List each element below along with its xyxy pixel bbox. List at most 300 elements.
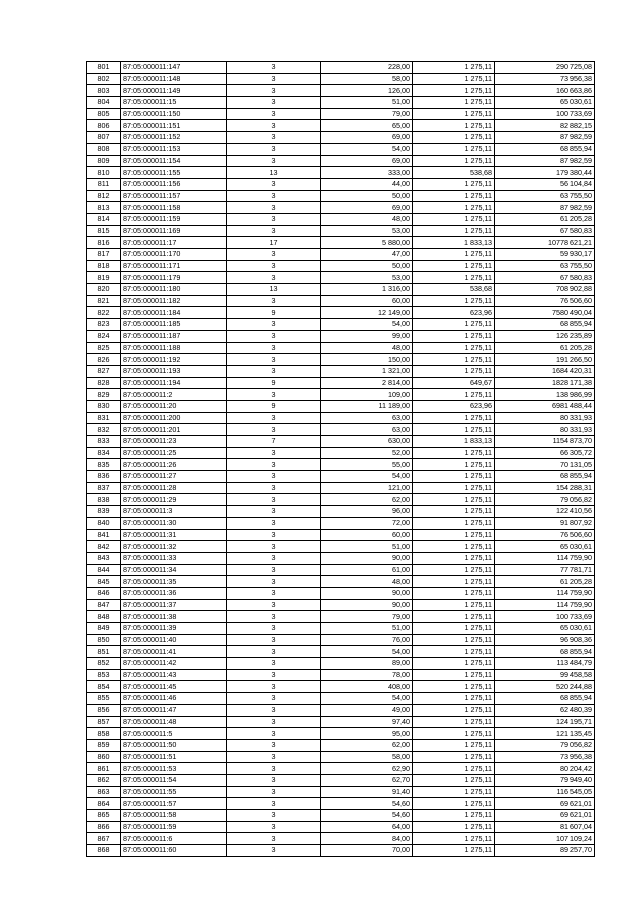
table-row xyxy=(87,108,595,120)
cadastral-value-cell: 68 855,94 xyxy=(495,319,595,331)
cadastral-number-cell: 87:05:000011:151 xyxy=(121,120,227,132)
cadastral-value-cell: 62 480,39 xyxy=(495,704,595,716)
row-number-cell: 811 xyxy=(87,178,121,190)
unit-price-cell: 1 275,11 xyxy=(413,120,495,132)
cadastral-value-cell: 124 195,71 xyxy=(495,716,595,728)
type-code-cell: 3 xyxy=(227,272,321,284)
type-code-cell: 3 xyxy=(227,798,321,810)
cadastral-value-cell: 77 781,71 xyxy=(495,564,595,576)
area-value-cell: 5 880,00 xyxy=(321,237,413,249)
cadastral-value-cell: 56 104,84 xyxy=(495,178,595,190)
cadastral-number-cell: 87:05:000011:48 xyxy=(121,716,227,728)
table-row xyxy=(87,237,595,249)
cadastral-number-cell: 87:05:000011:33 xyxy=(121,552,227,564)
table-row xyxy=(87,833,595,845)
row-number-cell: 839 xyxy=(87,506,121,518)
cadastral-value-cell: 69 621,01 xyxy=(495,810,595,822)
unit-price-cell: 1 275,11 xyxy=(413,354,495,366)
table-row xyxy=(87,728,595,740)
cadastral-value-cell: 65 030,61 xyxy=(495,623,595,635)
cadastral-value-cell: 122 410,56 xyxy=(495,506,595,518)
type-code-cell: 9 xyxy=(227,307,321,319)
row-number-cell: 809 xyxy=(87,155,121,167)
table-row xyxy=(87,587,595,599)
area-value-cell: 48,00 xyxy=(321,342,413,354)
area-value-cell: 95,00 xyxy=(321,728,413,740)
area-value-cell: 53,00 xyxy=(321,272,413,284)
cadastral-number-cell: 87:05:000011:185 xyxy=(121,319,227,331)
area-value-cell: 121,00 xyxy=(321,482,413,494)
cadastral-value-cell: 116 545,05 xyxy=(495,786,595,798)
area-value-cell: 50,00 xyxy=(321,260,413,272)
row-number-cell: 829 xyxy=(87,389,121,401)
table-row xyxy=(87,295,595,307)
type-code-cell: 3 xyxy=(227,330,321,342)
type-code-cell: 13 xyxy=(227,167,321,179)
area-value-cell: 89,00 xyxy=(321,658,413,670)
area-value-cell: 48,00 xyxy=(321,213,413,225)
row-number-cell: 823 xyxy=(87,319,121,331)
unit-price-cell: 1 275,11 xyxy=(413,85,495,97)
table-row xyxy=(87,634,595,646)
cadastral-number-cell: 87:05:000011:43 xyxy=(121,669,227,681)
table-row xyxy=(87,412,595,424)
row-number-cell: 808 xyxy=(87,143,121,155)
cadastral-value-cell: 80 331,93 xyxy=(495,412,595,424)
cadastral-number-cell: 87:05:000011:36 xyxy=(121,587,227,599)
unit-price-cell: 623,96 xyxy=(413,307,495,319)
type-code-cell: 3 xyxy=(227,424,321,436)
cadastral-number-cell: 87:05:000011:2 xyxy=(121,389,227,401)
table-row xyxy=(87,810,595,822)
unit-price-cell: 1 275,11 xyxy=(413,97,495,109)
type-code-cell: 3 xyxy=(227,611,321,623)
table-row xyxy=(87,704,595,716)
cadastral-number-cell: 87:05:000011:28 xyxy=(121,482,227,494)
area-value-cell: 228,00 xyxy=(321,62,413,74)
type-code-cell: 3 xyxy=(227,728,321,740)
cadastral-value-cell: 154 288,31 xyxy=(495,482,595,494)
row-number-cell: 842 xyxy=(87,541,121,553)
cadastral-value-cell: 66 305,72 xyxy=(495,447,595,459)
area-value-cell: 90,00 xyxy=(321,599,413,611)
type-code-cell: 3 xyxy=(227,73,321,85)
row-number-cell: 865 xyxy=(87,810,121,822)
cadastral-value-cell: 520 244,88 xyxy=(495,681,595,693)
table-row xyxy=(87,576,595,588)
table-row xyxy=(87,669,595,681)
cadastral-value-cell: 1828 171,38 xyxy=(495,377,595,389)
unit-price-cell: 1 833,13 xyxy=(413,436,495,448)
cadastral-number-cell: 87:05:000011:50 xyxy=(121,739,227,751)
cadastral-value-cell: 79 949,40 xyxy=(495,774,595,786)
row-number-cell: 866 xyxy=(87,821,121,833)
row-number-cell: 812 xyxy=(87,190,121,202)
row-number-cell: 853 xyxy=(87,669,121,681)
area-value-cell: 53,00 xyxy=(321,225,413,237)
area-value-cell: 79,00 xyxy=(321,611,413,623)
unit-price-cell: 1 275,11 xyxy=(413,73,495,85)
cadastral-number-cell: 87:05:000011:179 xyxy=(121,272,227,284)
table-row xyxy=(87,307,595,319)
row-number-cell: 836 xyxy=(87,471,121,483)
row-number-cell: 844 xyxy=(87,564,121,576)
table-row xyxy=(87,658,595,670)
type-code-cell: 17 xyxy=(227,237,321,249)
type-code-cell: 3 xyxy=(227,85,321,97)
cadastral-value-cell: 87 982,59 xyxy=(495,155,595,167)
row-number-cell: 828 xyxy=(87,377,121,389)
type-code-cell: 3 xyxy=(227,704,321,716)
unit-price-cell: 1 275,11 xyxy=(413,576,495,588)
area-value-cell: 78,00 xyxy=(321,669,413,681)
type-code-cell: 3 xyxy=(227,564,321,576)
cadastral-number-cell: 87:05:000011:46 xyxy=(121,693,227,705)
cadastral-number-cell: 87:05:000011:155 xyxy=(121,167,227,179)
cadastral-value-cell: 61 205,28 xyxy=(495,213,595,225)
table-row xyxy=(87,389,595,401)
cadastral-value-cell: 67 580,83 xyxy=(495,225,595,237)
cadastral-number-cell: 87:05:000011:55 xyxy=(121,786,227,798)
area-value-cell: 84,00 xyxy=(321,833,413,845)
table-row xyxy=(87,436,595,448)
table-body xyxy=(87,62,595,857)
type-code-cell: 3 xyxy=(227,120,321,132)
cadastral-number-cell: 87:05:000011:42 xyxy=(121,658,227,670)
table-row xyxy=(87,213,595,225)
area-value-cell: 44,00 xyxy=(321,178,413,190)
cadastral-number-cell: 87:05:000011:188 xyxy=(121,342,227,354)
cadastral-number-cell: 87:05:000011:5 xyxy=(121,728,227,740)
cadastral-value-cell: 61 205,28 xyxy=(495,342,595,354)
unit-price-cell: 1 275,11 xyxy=(413,424,495,436)
area-value-cell: 48,00 xyxy=(321,576,413,588)
cadastral-value-cell: 79 056,82 xyxy=(495,739,595,751)
type-code-cell: 3 xyxy=(227,471,321,483)
unit-price-cell: 1 275,11 xyxy=(413,260,495,272)
cadastral-number-cell: 87:05:000011:170 xyxy=(121,249,227,261)
area-value-cell: 69,00 xyxy=(321,132,413,144)
unit-price-cell: 1 275,11 xyxy=(413,225,495,237)
area-value-cell: 79,00 xyxy=(321,108,413,120)
cadastral-number-cell: 87:05:000011:53 xyxy=(121,763,227,775)
unit-price-cell: 1 275,11 xyxy=(413,681,495,693)
row-number-cell: 817 xyxy=(87,249,121,261)
cadastral-number-cell: 87:05:000011:25 xyxy=(121,447,227,459)
type-code-cell: 3 xyxy=(227,389,321,401)
unit-price-cell: 1 833,13 xyxy=(413,237,495,249)
cadastral-value-cell: 61 205,28 xyxy=(495,576,595,588)
row-number-cell: 801 xyxy=(87,62,121,74)
cadastral-number-cell: 87:05:000011:6 xyxy=(121,833,227,845)
area-value-cell: 90,00 xyxy=(321,552,413,564)
area-value-cell: 76,00 xyxy=(321,634,413,646)
cadastral-number-cell: 87:05:000011:54 xyxy=(121,774,227,786)
cadastral-number-cell: 87:05:000011:152 xyxy=(121,132,227,144)
area-value-cell: 58,00 xyxy=(321,73,413,85)
table-row xyxy=(87,260,595,272)
type-code-cell: 3 xyxy=(227,646,321,658)
table-row xyxy=(87,739,595,751)
type-code-cell: 3 xyxy=(227,541,321,553)
cadastral-value-cell: 114 759,90 xyxy=(495,587,595,599)
type-code-cell: 3 xyxy=(227,132,321,144)
table-row xyxy=(87,693,595,705)
row-number-cell: 863 xyxy=(87,786,121,798)
area-value-cell: 12 149,00 xyxy=(321,307,413,319)
cadastral-value-cell: 87 982,59 xyxy=(495,132,595,144)
area-value-cell: 62,90 xyxy=(321,763,413,775)
row-number-cell: 831 xyxy=(87,412,121,424)
type-code-cell: 3 xyxy=(227,810,321,822)
row-number-cell: 847 xyxy=(87,599,121,611)
unit-price-cell: 1 275,11 xyxy=(413,833,495,845)
unit-price-cell: 1 275,11 xyxy=(413,541,495,553)
unit-price-cell: 1 275,11 xyxy=(413,611,495,623)
area-value-cell: 90,00 xyxy=(321,587,413,599)
area-value-cell: 97,40 xyxy=(321,716,413,728)
type-code-cell: 7 xyxy=(227,436,321,448)
cadastral-value-cell: 63 755,50 xyxy=(495,260,595,272)
cadastral-number-cell: 87:05:000011:200 xyxy=(121,412,227,424)
unit-price-cell: 1 275,11 xyxy=(413,190,495,202)
table-row xyxy=(87,120,595,132)
table-row xyxy=(87,763,595,775)
unit-price-cell: 1 275,11 xyxy=(413,494,495,506)
type-code-cell: 3 xyxy=(227,587,321,599)
unit-price-cell: 1 275,11 xyxy=(413,646,495,658)
table-row xyxy=(87,62,595,74)
cadastral-value-cell: 138 986,99 xyxy=(495,389,595,401)
cadastral-value-cell: 80 204,42 xyxy=(495,763,595,775)
type-code-cell: 3 xyxy=(227,599,321,611)
area-value-cell: 63,00 xyxy=(321,424,413,436)
unit-price-cell: 1 275,11 xyxy=(413,798,495,810)
row-number-cell: 852 xyxy=(87,658,121,670)
row-number-cell: 822 xyxy=(87,307,121,319)
unit-price-cell: 1 275,11 xyxy=(413,587,495,599)
cadastral-number-cell: 87:05:000011:153 xyxy=(121,143,227,155)
unit-price-cell: 1 275,11 xyxy=(413,365,495,377)
cadastral-number-cell: 87:05:000011:3 xyxy=(121,506,227,518)
area-value-cell: 52,00 xyxy=(321,447,413,459)
cadastral-value-cell: 69 621,01 xyxy=(495,798,595,810)
cadastral-number-cell: 87:05:000011:51 xyxy=(121,751,227,763)
type-code-cell: 3 xyxy=(227,623,321,635)
type-code-cell: 3 xyxy=(227,202,321,214)
unit-price-cell: 1 275,11 xyxy=(413,634,495,646)
unit-price-cell: 1 275,11 xyxy=(413,213,495,225)
area-value-cell: 69,00 xyxy=(321,155,413,167)
type-code-cell: 3 xyxy=(227,634,321,646)
row-number-cell: 827 xyxy=(87,365,121,377)
row-number-cell: 825 xyxy=(87,342,121,354)
row-number-cell: 861 xyxy=(87,763,121,775)
row-number-cell: 815 xyxy=(87,225,121,237)
cadastral-value-cell: 100 733,69 xyxy=(495,611,595,623)
cadastral-value-cell: 89 257,70 xyxy=(495,845,595,857)
area-value-cell: 70,00 xyxy=(321,845,413,857)
table-row xyxy=(87,249,595,261)
row-number-cell: 821 xyxy=(87,295,121,307)
type-code-cell: 3 xyxy=(227,658,321,670)
type-code-cell: 3 xyxy=(227,845,321,857)
type-code-cell: 3 xyxy=(227,108,321,120)
unit-price-cell: 1 275,11 xyxy=(413,704,495,716)
area-value-cell: 60,00 xyxy=(321,295,413,307)
unit-price-cell: 1 275,11 xyxy=(413,786,495,798)
cadastral-value-cell: 7580 490,04 xyxy=(495,307,595,319)
row-number-cell: 868 xyxy=(87,845,121,857)
table-row xyxy=(87,342,595,354)
type-code-cell: 3 xyxy=(227,249,321,261)
type-code-cell: 3 xyxy=(227,576,321,588)
row-number-cell: 826 xyxy=(87,354,121,366)
unit-price-cell: 1 275,11 xyxy=(413,821,495,833)
unit-price-cell: 1 275,11 xyxy=(413,295,495,307)
table-row xyxy=(87,646,595,658)
type-code-cell: 3 xyxy=(227,225,321,237)
cadastral-value-cell: 113 484,79 xyxy=(495,658,595,670)
unit-price-cell: 1 275,11 xyxy=(413,319,495,331)
unit-price-cell: 1 275,11 xyxy=(413,517,495,529)
unit-price-cell: 1 275,11 xyxy=(413,751,495,763)
cadastral-value-cell: 1154 873,70 xyxy=(495,436,595,448)
area-value-cell: 54,00 xyxy=(321,693,413,705)
row-number-cell: 830 xyxy=(87,400,121,412)
type-code-cell: 3 xyxy=(227,260,321,272)
type-code-cell: 3 xyxy=(227,552,321,564)
type-code-cell: 3 xyxy=(227,97,321,109)
area-value-cell: 11 189,00 xyxy=(321,400,413,412)
table-row xyxy=(87,681,595,693)
cadastral-value-cell: 76 506,60 xyxy=(495,529,595,541)
cadastral-number-cell: 87:05:000011:15 xyxy=(121,97,227,109)
type-code-cell: 3 xyxy=(227,447,321,459)
table-row xyxy=(87,529,595,541)
row-number-cell: 849 xyxy=(87,623,121,635)
cadastral-number-cell: 87:05:000011:17 xyxy=(121,237,227,249)
type-code-cell: 3 xyxy=(227,412,321,424)
area-value-cell: 47,00 xyxy=(321,249,413,261)
cadastral-value-cell: 10778 621,21 xyxy=(495,237,595,249)
row-number-cell: 835 xyxy=(87,459,121,471)
row-number-cell: 864 xyxy=(87,798,121,810)
cadastral-value-cell: 65 030,61 xyxy=(495,541,595,553)
area-value-cell: 54,60 xyxy=(321,798,413,810)
type-code-cell: 3 xyxy=(227,62,321,74)
unit-price-cell: 1 275,11 xyxy=(413,272,495,284)
area-value-cell: 96,00 xyxy=(321,506,413,518)
cadastral-number-cell: 87:05:000011:29 xyxy=(121,494,227,506)
unit-price-cell: 1 275,11 xyxy=(413,178,495,190)
area-value-cell: 65,00 xyxy=(321,120,413,132)
table-row xyxy=(87,143,595,155)
cadastral-value-cell: 179 380,44 xyxy=(495,167,595,179)
cadastral-number-cell: 87:05:000011:187 xyxy=(121,330,227,342)
area-value-cell: 62,70 xyxy=(321,774,413,786)
area-value-cell: 49,00 xyxy=(321,704,413,716)
table-row xyxy=(87,377,595,389)
area-value-cell: 1 316,00 xyxy=(321,284,413,296)
type-code-cell: 3 xyxy=(227,354,321,366)
table-row xyxy=(87,564,595,576)
type-code-cell: 3 xyxy=(227,459,321,471)
cadastral-number-cell: 87:05:000011:193 xyxy=(121,365,227,377)
area-value-cell: 2 814,00 xyxy=(321,377,413,389)
type-code-cell: 9 xyxy=(227,400,321,412)
unit-price-cell: 1 275,11 xyxy=(413,389,495,401)
cadastral-value-cell: 80 331,93 xyxy=(495,424,595,436)
table-row xyxy=(87,552,595,564)
cadastral-number-cell: 87:05:000011:60 xyxy=(121,845,227,857)
cadastral-number-cell: 87:05:000011:41 xyxy=(121,646,227,658)
unit-price-cell: 1 275,11 xyxy=(413,658,495,670)
area-value-cell: 51,00 xyxy=(321,541,413,553)
cadastral-number-cell: 87:05:000011:154 xyxy=(121,155,227,167)
type-code-cell: 3 xyxy=(227,319,321,331)
cadastral-number-cell: 87:05:000011:194 xyxy=(121,377,227,389)
row-number-cell: 813 xyxy=(87,202,121,214)
area-value-cell: 55,00 xyxy=(321,459,413,471)
cadastral-value-cell: 70 131,05 xyxy=(495,459,595,471)
cadastral-number-cell: 87:05:000011:147 xyxy=(121,62,227,74)
area-value-cell: 58,00 xyxy=(321,751,413,763)
row-number-cell: 851 xyxy=(87,646,121,658)
cadastral-number-cell: 87:05:000011:38 xyxy=(121,611,227,623)
unit-price-cell: 538,68 xyxy=(413,167,495,179)
unit-price-cell: 1 275,11 xyxy=(413,471,495,483)
cadastral-value-cell: 290 725,08 xyxy=(495,62,595,74)
cadastral-value-cell: 65 030,61 xyxy=(495,97,595,109)
cadastral-value-cell: 191 266,50 xyxy=(495,354,595,366)
unit-price-cell: 1 275,11 xyxy=(413,599,495,611)
row-number-cell: 845 xyxy=(87,576,121,588)
cadastral-number-cell: 87:05:000011:182 xyxy=(121,295,227,307)
unit-price-cell: 1 275,11 xyxy=(413,564,495,576)
table-row xyxy=(87,821,595,833)
row-number-cell: 857 xyxy=(87,716,121,728)
area-value-cell: 54,00 xyxy=(321,471,413,483)
cadastral-number-cell: 87:05:000011:57 xyxy=(121,798,227,810)
cadastral-value-cell: 67 580,83 xyxy=(495,272,595,284)
cadastral-value-cell: 114 759,90 xyxy=(495,599,595,611)
unit-price-cell: 538,68 xyxy=(413,284,495,296)
table-row xyxy=(87,471,595,483)
area-value-cell: 62,00 xyxy=(321,739,413,751)
table-row xyxy=(87,400,595,412)
table-row xyxy=(87,167,595,179)
area-value-cell: 333,00 xyxy=(321,167,413,179)
type-code-cell: 3 xyxy=(227,155,321,167)
cadastral-number-cell: 87:05:000011:32 xyxy=(121,541,227,553)
row-number-cell: 862 xyxy=(87,774,121,786)
cadastral-value-cell: 107 109,24 xyxy=(495,833,595,845)
type-code-cell: 3 xyxy=(227,529,321,541)
unit-price-cell: 1 275,11 xyxy=(413,155,495,167)
table-row xyxy=(87,623,595,635)
type-code-cell: 3 xyxy=(227,342,321,354)
type-code-cell: 3 xyxy=(227,143,321,155)
cadastral-number-cell: 87:05:000011:37 xyxy=(121,599,227,611)
type-code-cell: 3 xyxy=(227,681,321,693)
table-row xyxy=(87,751,595,763)
cadastral-number-cell: 87:05:000011:39 xyxy=(121,623,227,635)
row-number-cell: 833 xyxy=(87,436,121,448)
table-row xyxy=(87,97,595,109)
table-row xyxy=(87,424,595,436)
cadastral-number-cell: 87:05:000011:157 xyxy=(121,190,227,202)
